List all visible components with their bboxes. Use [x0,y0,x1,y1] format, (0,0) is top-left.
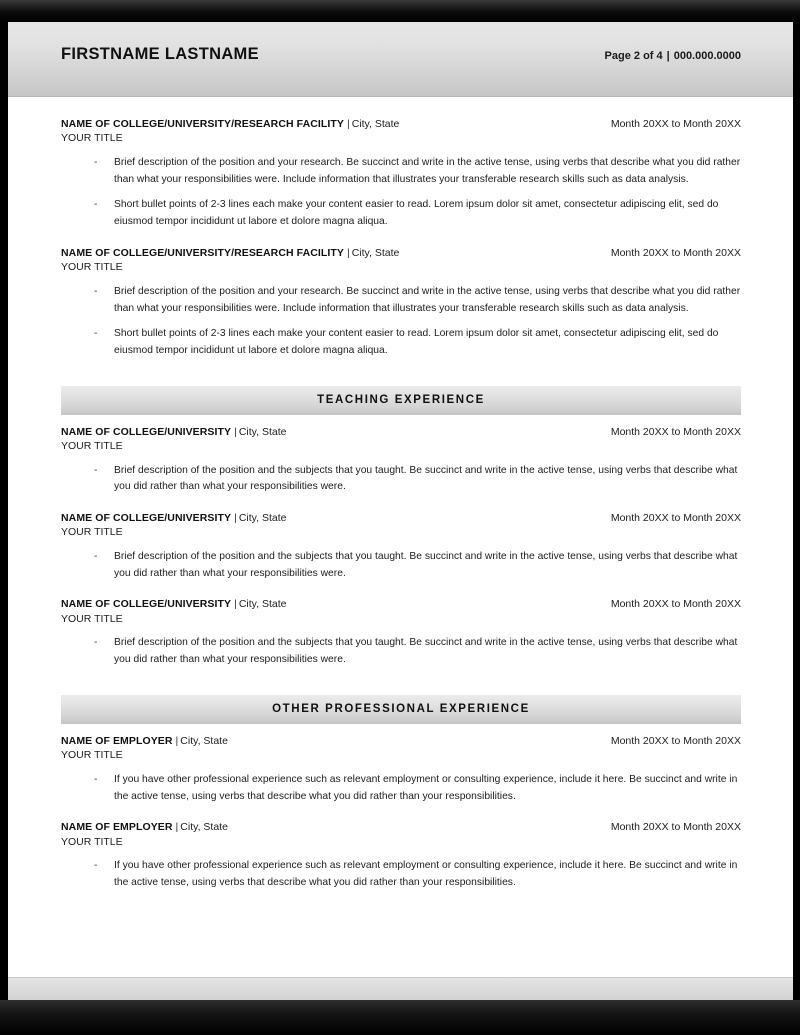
entry-organization-line [61,821,228,834]
entry-organization: NAME OF COLLEGE/UNIVERSITY [61,511,232,524]
bullet-text: Brief description of the position and the subjects that you taught. Be succinct and write in the active tense, using verbs that describe what you did rather than what your responsibilities were. [114,464,738,493]
entry-organization: NAME OF COLLEGE/UNIVERSITY/RESEARCH FACILITY [61,118,344,130]
page-header-content [61,45,741,64]
entry-location: City, State [180,821,228,834]
entry-header [61,247,741,260]
page-header [8,22,793,97]
entry-bullet-list [61,549,741,582]
entry-organization: NAME OF COLLEGE/UNIVERSITY/RESEARCH FACILITY [61,246,344,259]
section-title: OTHER PROFESSIONAL EXPERIENCE [272,703,530,716]
experience-entry [61,512,741,582]
bullet-text: Short bullet points of 2-3 lines each make your content easier to read. Lorem ipsum dolor sit amet, consectetur adipiscing elit, sed do eiusmod tempor incididunt ut labore et dolore magna aliqua. [114,199,719,228]
entry-pipe-separator: | [346,118,350,130]
entry-dates: Month 20XX to Month 20XX [610,425,741,438]
entry-organization: NAME OF COLLEGE/UNIVERSITY [61,598,232,611]
bullet-item [61,326,741,359]
entry-location: City, State [238,511,287,524]
entry-header [61,821,741,834]
experience-entry [61,247,741,360]
bullet-text: If you have other professional experience such as relevant employment or consulting experience, include it here. Be succinct and write in the active tense, using verbs that describe what you did rather than your responsibilities. [114,860,738,888]
viewer-frame-top [0,0,800,22]
bullet-item [61,463,741,496]
entry-job-title: YOUR TITLE [61,526,123,539]
bullet-marker-icon: - [94,773,98,785]
entry-job-title: YOUR TITLE [61,612,123,625]
experience-entry [61,821,741,891]
entry-job-title: YOUR TITLE [61,749,123,762]
entry-header [61,598,741,611]
entry-bullet-list [61,635,741,668]
bullet-text: Brief description of the position and your research. Be succinct and write in the active tense, using verbs that describe what you did rather than what your responsibilities were. Include information that illustrates your transferable research skills such as data analysis. [114,285,741,314]
entry-pipe-separator: | [175,734,179,747]
bullet-text: Short bullet points of 2-3 lines each make your content easier to read. Lorem ipsum dolor sit amet, consectetur adipiscing elit, sed do eiusmod tempor incididunt ut labore et dolore magna aliqua. [114,328,719,356]
section-content [61,735,741,892]
entry-job-title: YOUR TITLE [61,132,123,145]
section-header-bar [61,695,741,724]
bullet-item [61,155,741,188]
page-number-label: Page 2 of 4 [604,50,663,62]
entry-pipe-separator: | [346,246,350,259]
entry-pipe-separator: | [234,511,237,524]
bullet-marker-icon: - [94,860,98,872]
candidate-name: FIRSTNAME LASTNAME [61,45,259,63]
entry-header [61,512,741,525]
viewer-frame-right [793,22,800,1000]
entry-location: City, State [351,118,400,130]
section-content [61,426,741,669]
page-header-meta [605,50,741,62]
entry-organization-line [61,118,399,131]
bullet-marker-icon: - [94,157,98,169]
page-footer [8,977,793,1000]
bullet-text: Brief description of the position and the subjects that you taught. Be succinct and write in the active tense, using verbs that describe what you did rather than what your responsibilities were. [114,637,738,666]
entry-bullet-list [61,772,741,805]
bullet-item [61,197,741,230]
entry-pipe-separator: | [175,821,179,834]
bullet-marker-icon: - [94,464,98,476]
bullet-item [61,858,741,891]
entry-location: City, State [238,598,287,611]
section-header-bar [61,386,741,415]
entry-dates: Month 20XX to Month 20XX [610,821,741,834]
bullet-item [61,772,741,805]
viewer-frame-left [0,22,8,1000]
entry-organization: NAME OF EMPLOYER [61,734,173,747]
bullet-marker-icon: - [94,551,98,563]
entry-organization-line [61,247,399,260]
bullet-text: Brief description of the position and your research. Be succinct and write in the active tense, using verbs that describe what you did rather than what your responsibilities were. Include information that illustrates your transferable research skills such as data analysis. [114,157,741,185]
bullet-item [61,549,741,582]
resume-page [8,22,793,1000]
section-title: TEACHING EXPERIENCE [317,394,485,407]
resume-content [61,118,741,892]
entry-organization-line [61,598,286,611]
bullet-item [61,284,741,317]
experience-entry [61,735,741,805]
phone-number: 000.000.0000 [673,50,741,62]
entry-location: City, State [351,246,400,259]
bullet-item [61,635,741,668]
experience-entry [61,426,741,496]
entry-job-title: YOUR TITLE [61,835,123,848]
entry-bullet-list [61,284,741,360]
entry-dates: Month 20XX to Month 20XX [610,511,741,524]
entry-job-title: YOUR TITLE [61,439,123,452]
experience-entry [61,118,741,231]
experience-entry [61,598,741,668]
entry-organization: NAME OF EMPLOYER [61,821,173,834]
header-separator: | [666,50,670,62]
entry-location: City, State [238,425,287,438]
bullet-marker-icon: - [94,637,98,649]
entry-pipe-separator: | [234,425,237,438]
entry-dates: Month 20XX to Month 20XX [610,118,741,130]
entry-dates: Month 20XX to Month 20XX [610,246,741,259]
entry-header [61,118,741,131]
bullet-text: If you have other professional experience such as relevant employment or consulting experience, include it here. Be succinct and write in the active tense, using verbs that describe what you did rather than your responsibilities. [114,773,738,802]
entry-location: City, State [180,734,228,747]
entry-organization: NAME OF COLLEGE/UNIVERSITY [61,425,232,438]
entry-dates: Month 20XX to Month 20XX [610,598,741,611]
entry-header [61,735,741,748]
bullet-marker-icon: - [94,285,98,297]
entry-organization-line [61,735,228,748]
page-body [8,118,793,944]
entry-bullet-list [61,858,741,891]
bullet-marker-icon: - [94,328,98,340]
entry-pipe-separator: | [234,598,237,611]
viewer-frame-bottom [0,1000,800,1035]
entry-organization-line [61,512,286,525]
entry-organization-line [61,426,286,439]
entry-header [61,426,741,439]
entry-dates: Month 20XX to Month 20XX [610,734,741,747]
entry-job-title: YOUR TITLE [61,261,123,274]
bullet-text: Brief description of the position and the subjects that you taught. Be succinct and write in the active tense, using verbs that describe what you did rather than what your responsibilities were. [114,551,738,579]
entry-bullet-list [61,463,741,496]
bullet-marker-icon: - [94,199,98,211]
entry-bullet-list [61,155,741,231]
